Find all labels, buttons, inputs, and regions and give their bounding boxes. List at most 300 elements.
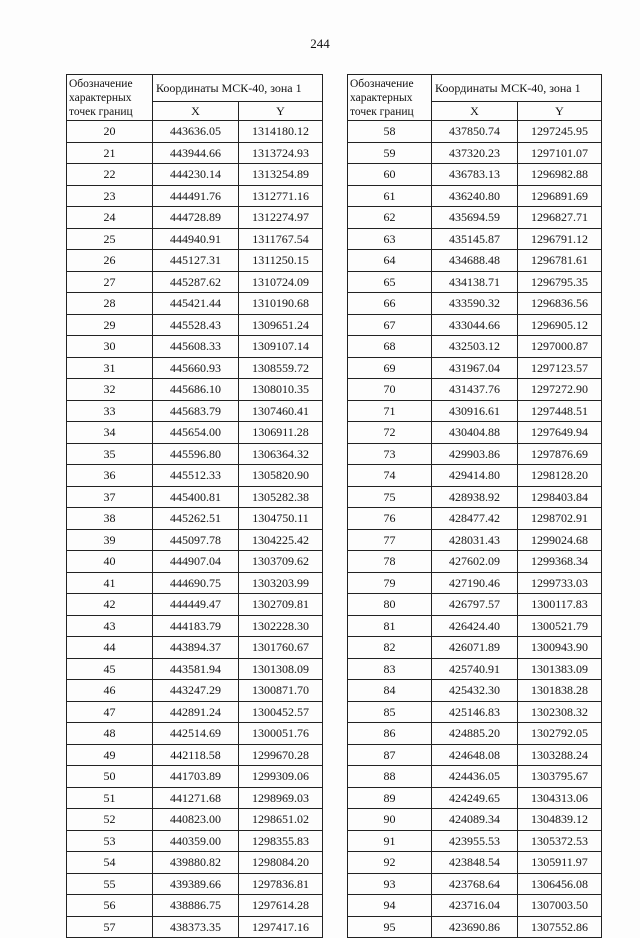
table-row [67, 615, 323, 637]
table-row [67, 336, 323, 358]
x-coordinate-cell: 444183.79 [153, 615, 239, 637]
table-row [67, 379, 323, 401]
point-number-cell: 95 [348, 916, 432, 938]
table-row [348, 250, 602, 272]
x-coordinate-cell: 442118.58 [153, 744, 239, 766]
table-row [348, 400, 602, 422]
y-coordinate-cell: 1300452.57 [239, 701, 323, 723]
x-coordinate-cell: 433590.32 [432, 293, 518, 315]
x-coordinate-cell: 438886.75 [153, 895, 239, 917]
y-coordinate-cell: 1304750.11 [239, 508, 323, 530]
x-coordinate-cell: 444907.04 [153, 551, 239, 573]
point-number-cell: 35 [67, 443, 153, 465]
point-number-cell: 34 [67, 422, 153, 444]
point-number-cell: 56 [67, 895, 153, 917]
point-number-cell: 51 [67, 787, 153, 809]
x-coordinate-cell: 444728.89 [153, 207, 239, 229]
x-coordinate-cell: 439880.82 [153, 852, 239, 874]
header-y: Y [239, 102, 323, 121]
point-number-cell: 24 [67, 207, 153, 229]
x-coordinate-cell: 424648.08 [432, 744, 518, 766]
y-coordinate-cell: 1299024.68 [518, 529, 602, 551]
table-row [348, 379, 602, 401]
coordinates-table-left [66, 74, 323, 938]
point-number-cell: 37 [67, 486, 153, 508]
x-coordinate-cell: 423690.86 [432, 916, 518, 938]
x-coordinate-cell: 425432.30 [432, 680, 518, 702]
x-coordinate-cell: 426071.89 [432, 637, 518, 659]
table-row [67, 121, 323, 143]
y-coordinate-cell: 1300871.70 [239, 680, 323, 702]
y-coordinate-cell: 1310724.09 [239, 271, 323, 293]
x-coordinate-cell: 440823.00 [153, 809, 239, 831]
point-number-cell: 22 [67, 164, 153, 186]
point-number-cell: 26 [67, 250, 153, 272]
table-row [348, 185, 602, 207]
point-number-cell: 29 [67, 314, 153, 336]
table-row [348, 207, 602, 229]
table-row [348, 314, 602, 336]
header-point-label: Обозначение характерных точек границ [67, 75, 153, 121]
table-row [67, 809, 323, 831]
point-number-cell: 67 [348, 314, 432, 336]
y-coordinate-cell: 1303709.62 [239, 551, 323, 573]
table-row [348, 443, 602, 465]
x-coordinate-cell: 434688.48 [432, 250, 518, 272]
y-coordinate-cell: 1297649.94 [518, 422, 602, 444]
table-row [348, 787, 602, 809]
page-number: 244 [310, 36, 330, 51]
table-row [67, 164, 323, 186]
point-number-cell: 88 [348, 766, 432, 788]
table-row [67, 486, 323, 508]
table-row [67, 680, 323, 702]
y-coordinate-cell: 1297876.69 [518, 443, 602, 465]
table-row [348, 895, 602, 917]
x-coordinate-cell: 430916.61 [432, 400, 518, 422]
y-coordinate-cell: 1297272.90 [518, 379, 602, 401]
point-number-cell: 57 [67, 916, 153, 938]
y-coordinate-cell: 1308010.35 [239, 379, 323, 401]
x-coordinate-cell: 444690.75 [153, 572, 239, 594]
point-number-cell: 79 [348, 572, 432, 594]
y-coordinate-cell: 1298084.20 [239, 852, 323, 874]
point-number-cell: 59 [348, 142, 432, 164]
y-coordinate-cell: 1296791.12 [518, 228, 602, 250]
y-coordinate-cell: 1307003.50 [518, 895, 602, 917]
x-coordinate-cell: 443581.94 [153, 658, 239, 680]
point-number-cell: 78 [348, 551, 432, 573]
point-number-cell: 45 [67, 658, 153, 680]
table-row [67, 142, 323, 164]
x-coordinate-cell: 429414.80 [432, 465, 518, 487]
table-row [67, 916, 323, 938]
table-row [67, 465, 323, 487]
y-coordinate-cell: 1300943.90 [518, 637, 602, 659]
point-number-cell: 77 [348, 529, 432, 551]
table-row [348, 121, 602, 143]
table-row [348, 723, 602, 745]
y-coordinate-cell: 1297836.81 [239, 873, 323, 895]
y-coordinate-cell: 1304839.12 [518, 809, 602, 831]
y-coordinate-cell: 1307552.86 [518, 916, 602, 938]
table-row [67, 508, 323, 530]
point-number-cell: 20 [67, 121, 153, 143]
x-coordinate-cell: 445421.44 [153, 293, 239, 315]
point-number-cell: 69 [348, 357, 432, 379]
table-row [348, 744, 602, 766]
table-row [348, 293, 602, 315]
point-number-cell: 36 [67, 465, 153, 487]
point-number-cell: 75 [348, 486, 432, 508]
x-coordinate-cell: 426424.40 [432, 615, 518, 637]
point-number-cell: 54 [67, 852, 153, 874]
x-coordinate-cell: 423955.53 [432, 830, 518, 852]
x-coordinate-cell: 435694.59 [432, 207, 518, 229]
table-row [67, 185, 323, 207]
x-coordinate-cell: 445097.78 [153, 529, 239, 551]
y-coordinate-cell: 1300521.79 [518, 615, 602, 637]
table-row [348, 551, 602, 573]
table-row [67, 400, 323, 422]
table-row [67, 207, 323, 229]
x-coordinate-cell: 423768.64 [432, 873, 518, 895]
point-number-cell: 92 [348, 852, 432, 874]
x-coordinate-cell: 429903.86 [432, 443, 518, 465]
x-coordinate-cell: 445262.51 [153, 508, 239, 530]
x-coordinate-cell: 444491.76 [153, 185, 239, 207]
x-coordinate-cell: 439389.66 [153, 873, 239, 895]
point-number-cell: 46 [67, 680, 153, 702]
table-row [348, 572, 602, 594]
y-coordinate-cell: 1298403.84 [518, 486, 602, 508]
point-number-cell: 84 [348, 680, 432, 702]
header-x: X [432, 102, 518, 121]
y-coordinate-cell: 1297101.07 [518, 142, 602, 164]
table-body [67, 121, 323, 938]
point-number-cell: 28 [67, 293, 153, 315]
y-coordinate-cell: 1303795.67 [518, 766, 602, 788]
point-number-cell: 38 [67, 508, 153, 530]
table-row [67, 228, 323, 250]
table-row [67, 830, 323, 852]
y-coordinate-cell: 1300117.83 [518, 594, 602, 616]
point-number-cell: 43 [67, 615, 153, 637]
x-coordinate-cell: 435145.87 [432, 228, 518, 250]
table-row [348, 422, 602, 444]
y-coordinate-cell: 1297123.57 [518, 357, 602, 379]
y-coordinate-cell: 1296905.12 [518, 314, 602, 336]
point-number-cell: 60 [348, 164, 432, 186]
point-number-cell: 41 [67, 572, 153, 594]
y-coordinate-cell: 1301838.28 [518, 680, 602, 702]
point-number-cell: 70 [348, 379, 432, 401]
point-number-cell: 63 [348, 228, 432, 250]
point-number-cell: 30 [67, 336, 153, 358]
point-number-cell: 72 [348, 422, 432, 444]
table-row [348, 830, 602, 852]
y-coordinate-cell: 1298969.03 [239, 787, 323, 809]
x-coordinate-cell: 441703.89 [153, 766, 239, 788]
header-coordinates-title: Координаты МСК-40, зона 1 [153, 75, 323, 102]
x-coordinate-cell: 442891.24 [153, 701, 239, 723]
point-number-cell: 83 [348, 658, 432, 680]
table-row [348, 680, 602, 702]
x-coordinate-cell: 431967.04 [432, 357, 518, 379]
table-row [348, 615, 602, 637]
y-coordinate-cell: 1301383.09 [518, 658, 602, 680]
x-coordinate-cell: 436240.80 [432, 185, 518, 207]
point-number-cell: 23 [67, 185, 153, 207]
y-coordinate-cell: 1307460.41 [239, 400, 323, 422]
x-coordinate-cell: 434138.71 [432, 271, 518, 293]
y-coordinate-cell: 1297245.95 [518, 121, 602, 143]
header-x: X [153, 102, 239, 121]
y-coordinate-cell: 1311767.54 [239, 228, 323, 250]
table-row [348, 766, 602, 788]
table-row [67, 250, 323, 272]
x-coordinate-cell: 425146.83 [432, 701, 518, 723]
table-row [348, 508, 602, 530]
point-number-cell: 74 [348, 465, 432, 487]
point-number-cell: 68 [348, 336, 432, 358]
y-coordinate-cell: 1312771.16 [239, 185, 323, 207]
table-row [348, 809, 602, 831]
y-coordinate-cell: 1311250.15 [239, 250, 323, 272]
y-coordinate-cell: 1302792.05 [518, 723, 602, 745]
point-number-cell: 39 [67, 529, 153, 551]
x-coordinate-cell: 428938.92 [432, 486, 518, 508]
y-coordinate-cell: 1299368.34 [518, 551, 602, 573]
table-row [67, 293, 323, 315]
x-coordinate-cell: 445683.79 [153, 400, 239, 422]
point-number-cell: 65 [348, 271, 432, 293]
table-row [67, 766, 323, 788]
table-row [348, 357, 602, 379]
point-number-cell: 49 [67, 744, 153, 766]
y-coordinate-cell: 1296795.35 [518, 271, 602, 293]
x-coordinate-cell: 443944.66 [153, 142, 239, 164]
table-row [67, 852, 323, 874]
x-coordinate-cell: 437320.23 [432, 142, 518, 164]
y-coordinate-cell: 1296781.61 [518, 250, 602, 272]
point-number-cell: 86 [348, 723, 432, 745]
x-coordinate-cell: 426797.57 [432, 594, 518, 616]
point-number-cell: 91 [348, 830, 432, 852]
x-coordinate-cell: 427190.46 [432, 572, 518, 594]
point-number-cell: 76 [348, 508, 432, 530]
x-coordinate-cell: 445686.10 [153, 379, 239, 401]
x-coordinate-cell: 445127.31 [153, 250, 239, 272]
y-coordinate-cell: 1302228.30 [239, 615, 323, 637]
y-coordinate-cell: 1312274.97 [239, 207, 323, 229]
y-coordinate-cell: 1305911.97 [518, 852, 602, 874]
y-coordinate-cell: 1302308.32 [518, 701, 602, 723]
x-coordinate-cell: 437850.74 [432, 121, 518, 143]
table-row [348, 594, 602, 616]
table-row [67, 873, 323, 895]
table-row [67, 723, 323, 745]
table-row [348, 852, 602, 874]
table-row [67, 658, 323, 680]
point-number-cell: 81 [348, 615, 432, 637]
y-coordinate-cell: 1313724.93 [239, 142, 323, 164]
x-coordinate-cell: 423716.04 [432, 895, 518, 917]
y-coordinate-cell: 1299733.03 [518, 572, 602, 594]
x-coordinate-cell: 436783.13 [432, 164, 518, 186]
x-coordinate-cell: 445608.33 [153, 336, 239, 358]
x-coordinate-cell: 425740.91 [432, 658, 518, 680]
table-row [348, 336, 602, 358]
x-coordinate-cell: 423848.54 [432, 852, 518, 874]
y-coordinate-cell: 1299309.06 [239, 766, 323, 788]
point-number-cell: 90 [348, 809, 432, 831]
table-row [348, 228, 602, 250]
x-coordinate-cell: 441271.68 [153, 787, 239, 809]
y-coordinate-cell: 1297448.51 [518, 400, 602, 422]
table-row [67, 271, 323, 293]
x-coordinate-cell: 440359.00 [153, 830, 239, 852]
y-coordinate-cell: 1298128.20 [518, 465, 602, 487]
point-number-cell: 55 [67, 873, 153, 895]
point-number-cell: 21 [67, 142, 153, 164]
y-coordinate-cell: 1297417.16 [239, 916, 323, 938]
x-coordinate-cell: 431437.76 [432, 379, 518, 401]
x-coordinate-cell: 438373.35 [153, 916, 239, 938]
y-coordinate-cell: 1310190.68 [239, 293, 323, 315]
point-number-cell: 66 [348, 293, 432, 315]
table-row [348, 164, 602, 186]
table-row [67, 572, 323, 594]
point-number-cell: 73 [348, 443, 432, 465]
point-number-cell: 80 [348, 594, 432, 616]
table-row [67, 314, 323, 336]
y-coordinate-cell: 1305820.90 [239, 465, 323, 487]
y-coordinate-cell: 1303203.99 [239, 572, 323, 594]
point-number-cell: 44 [67, 637, 153, 659]
table-row [67, 701, 323, 723]
y-coordinate-cell: 1298355.83 [239, 830, 323, 852]
x-coordinate-cell: 424885.20 [432, 723, 518, 745]
x-coordinate-cell: 428477.42 [432, 508, 518, 530]
x-coordinate-cell: 445654.00 [153, 422, 239, 444]
point-number-cell: 61 [348, 185, 432, 207]
y-coordinate-cell: 1314180.12 [239, 121, 323, 143]
x-coordinate-cell: 428031.43 [432, 529, 518, 551]
table-row [67, 637, 323, 659]
y-coordinate-cell: 1301308.09 [239, 658, 323, 680]
table-row [67, 551, 323, 573]
x-coordinate-cell: 445400.81 [153, 486, 239, 508]
coordinates-table-right [347, 74, 602, 938]
table-row [348, 658, 602, 680]
x-coordinate-cell: 424089.34 [432, 809, 518, 831]
table-row [348, 271, 602, 293]
point-number-cell: 40 [67, 551, 153, 573]
table-row [348, 142, 602, 164]
y-coordinate-cell: 1296827.71 [518, 207, 602, 229]
table-row [348, 637, 602, 659]
x-coordinate-cell: 445512.33 [153, 465, 239, 487]
table-row [67, 443, 323, 465]
point-number-cell: 71 [348, 400, 432, 422]
y-coordinate-cell: 1296836.56 [518, 293, 602, 315]
x-coordinate-cell: 445596.80 [153, 443, 239, 465]
y-coordinate-cell: 1308559.72 [239, 357, 323, 379]
y-coordinate-cell: 1306456.08 [518, 873, 602, 895]
x-coordinate-cell: 424249.65 [432, 787, 518, 809]
x-coordinate-cell: 427602.09 [432, 551, 518, 573]
point-number-cell: 47 [67, 701, 153, 723]
table-row [348, 916, 602, 938]
x-coordinate-cell: 445528.43 [153, 314, 239, 336]
x-coordinate-cell: 430404.88 [432, 422, 518, 444]
y-coordinate-cell: 1303288.24 [518, 744, 602, 766]
table-row [67, 895, 323, 917]
point-number-cell: 58 [348, 121, 432, 143]
table-row [348, 701, 602, 723]
header-coordinates-title: Координаты МСК-40, зона 1 [432, 75, 602, 102]
point-number-cell: 93 [348, 873, 432, 895]
x-coordinate-cell: 424436.05 [432, 766, 518, 788]
table-row [67, 594, 323, 616]
y-coordinate-cell: 1296891.69 [518, 185, 602, 207]
y-coordinate-cell: 1304225.42 [239, 529, 323, 551]
table-row [67, 529, 323, 551]
table-row [348, 529, 602, 551]
x-coordinate-cell: 444449.47 [153, 594, 239, 616]
point-number-cell: 32 [67, 379, 153, 401]
x-coordinate-cell: 443247.29 [153, 680, 239, 702]
table-row [348, 486, 602, 508]
table-row [348, 465, 602, 487]
point-number-cell: 94 [348, 895, 432, 917]
point-number-cell: 48 [67, 723, 153, 745]
y-coordinate-cell: 1297614.28 [239, 895, 323, 917]
table-body [348, 121, 602, 938]
x-coordinate-cell: 445287.62 [153, 271, 239, 293]
y-coordinate-cell: 1300051.76 [239, 723, 323, 745]
y-coordinate-cell: 1301760.67 [239, 637, 323, 659]
point-number-cell: 31 [67, 357, 153, 379]
y-coordinate-cell: 1305372.53 [518, 830, 602, 852]
point-number-cell: 85 [348, 701, 432, 723]
y-coordinate-cell: 1299670.28 [239, 744, 323, 766]
table-row [67, 744, 323, 766]
point-number-cell: 82 [348, 637, 432, 659]
x-coordinate-cell: 443636.05 [153, 121, 239, 143]
y-coordinate-cell: 1305282.38 [239, 486, 323, 508]
point-number-cell: 53 [67, 830, 153, 852]
point-number-cell: 25 [67, 228, 153, 250]
table-row [67, 422, 323, 444]
y-coordinate-cell: 1313254.89 [239, 164, 323, 186]
point-number-cell: 64 [348, 250, 432, 272]
x-coordinate-cell: 433044.66 [432, 314, 518, 336]
point-number-cell: 87 [348, 744, 432, 766]
x-coordinate-cell: 445660.93 [153, 357, 239, 379]
x-coordinate-cell: 432503.12 [432, 336, 518, 358]
y-coordinate-cell: 1298651.02 [239, 809, 323, 831]
y-coordinate-cell: 1298702.91 [518, 508, 602, 530]
header-point-label: Обозначение характерных точек границ [348, 75, 432, 121]
point-number-cell: 50 [67, 766, 153, 788]
point-number-cell: 89 [348, 787, 432, 809]
y-coordinate-cell: 1309651.24 [239, 314, 323, 336]
table-row [67, 357, 323, 379]
x-coordinate-cell: 443894.37 [153, 637, 239, 659]
point-number-cell: 42 [67, 594, 153, 616]
